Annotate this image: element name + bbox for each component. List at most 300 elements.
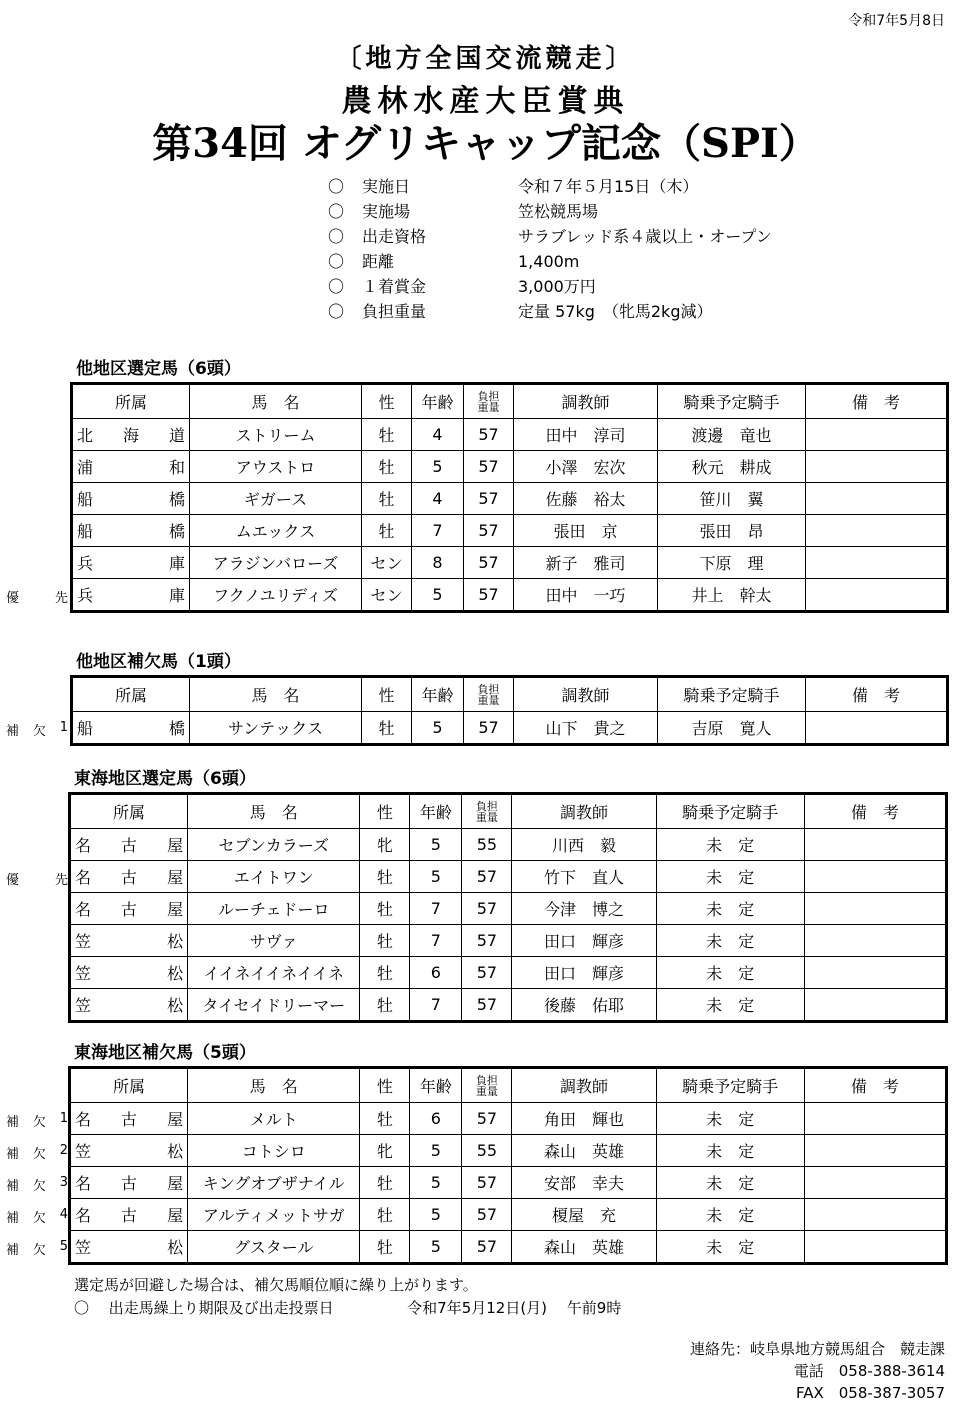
info-mark: 〇 (328, 252, 345, 271)
rank-label (6, 720, 68, 739)
jockey-cell: 渡邊 竜也 (658, 419, 806, 451)
trainer-cell: 今津 博之 (512, 893, 656, 925)
affiliation-char: 庫 (168, 554, 185, 573)
trainer-cell: 田中 一巧 (514, 579, 658, 612)
rank-char: 先 (54, 591, 68, 606)
race-category: 〔地方全国交流競走〕 (335, 44, 636, 74)
horse-name-cell: アルティメットサガ (188, 1199, 360, 1231)
trainer-cell: 田口 輝彦 (512, 925, 656, 957)
jockey-cell: 未 定 (656, 1135, 804, 1167)
rank-label (6, 1111, 68, 1130)
column-header: 性 (362, 677, 412, 712)
jockey-cell: 未 定 (656, 893, 804, 925)
rank-char: 2 (59, 1143, 68, 1158)
table-row (70, 1167, 947, 1199)
column-header: 調教師 (514, 677, 658, 712)
rank-char: 補 (6, 724, 20, 739)
affiliation-char: 屋 (167, 836, 184, 855)
weight-header-top: 負担 (475, 799, 498, 813)
note-cell (804, 893, 946, 925)
entry-table (70, 675, 949, 746)
note-cell (804, 1135, 946, 1167)
rank-char: 欠 (32, 1179, 46, 1194)
horse-name-cell: タイセイドリーマー (188, 989, 360, 1022)
column-header: 騎乗予定騎手 (658, 384, 806, 419)
trainer-cell: 田口 輝彦 (512, 957, 656, 989)
column-header: 年齢 (410, 794, 462, 829)
deadline-mark: 〇 (74, 1299, 90, 1317)
affiliation-char: 庫 (168, 586, 185, 605)
rank-label (6, 587, 68, 606)
jockey-cell: 笹川 翼 (658, 483, 806, 515)
rank-char: 補 (6, 1147, 20, 1162)
sex-cell: セン (362, 579, 412, 612)
trainer-cell: 森山 英雄 (512, 1135, 656, 1167)
trainer-cell: 角田 輝也 (512, 1103, 656, 1135)
substitute-note: 選定馬が回避した場合は、補欠馬順位順に繰り上がります。 (74, 1276, 478, 1294)
age-cell: 8 (412, 547, 464, 579)
horse-name-cell: メルト (188, 1103, 360, 1135)
trainer-cell: 田中 淳司 (514, 419, 658, 451)
sex-cell: 牡 (362, 451, 412, 483)
trainer-cell: 後藤 佑耶 (512, 989, 656, 1022)
age-cell: 6 (410, 957, 462, 989)
section-title: 他地区選定馬（6頭） (76, 359, 241, 379)
note-cell (806, 515, 948, 547)
column-header: 年齢 (410, 1068, 462, 1103)
contact-block (690, 1338, 945, 1404)
info-key: 負担重量 (362, 302, 427, 321)
horse-name-cell: アウストロ (190, 451, 362, 483)
affiliation-cell (70, 861, 188, 893)
contact-name: 連絡先：岐阜県地方競馬組合 競走課 (689, 1340, 945, 1358)
section-title: 東海地区補欠馬（5頭） (74, 1043, 256, 1063)
rank-label (6, 1143, 68, 1162)
info-value: 1,400m (518, 252, 580, 271)
rank-char: 欠 (32, 1147, 46, 1162)
affiliation-char: 名 (75, 900, 92, 919)
affiliation-char: 海 (122, 426, 139, 445)
sex-cell: 牡 (360, 1103, 410, 1135)
info-row (328, 224, 772, 249)
affiliation-cell (70, 1199, 188, 1231)
table-row (70, 1135, 947, 1167)
horse-name-cell: ギガース (190, 483, 362, 515)
weight-cell: 55 (462, 1135, 512, 1167)
column-header: 備 考 (806, 677, 948, 712)
column-header: 備 考 (804, 1068, 946, 1103)
entry-table (70, 382, 949, 613)
info-value: 3,000万円 (518, 277, 596, 296)
trainer-cell: 小澤 宏次 (514, 451, 658, 483)
info-row (328, 174, 772, 199)
rank-char: 補 (6, 1243, 20, 1258)
sex-cell: 牡 (360, 893, 410, 925)
jockey-cell: 未 定 (656, 1199, 804, 1231)
column-header: 所属 (70, 1068, 188, 1103)
issue-date: 令和7年5月8日 (848, 13, 945, 29)
info-key: 距離 (362, 252, 395, 271)
note-cell (806, 483, 948, 515)
affiliation-cell (72, 419, 190, 451)
age-cell: 7 (410, 893, 462, 925)
column-header: 所属 (72, 384, 190, 419)
rank-char: 補 (6, 1211, 20, 1226)
affiliation-char: 北 (77, 426, 94, 445)
info-mark: 〇 (328, 227, 345, 246)
info-key: 実施日 (362, 177, 411, 196)
section-title: 他地区補欠馬（1頭） (76, 652, 241, 672)
info-key: 実施場 (362, 202, 411, 221)
affiliation-char: 古 (121, 900, 138, 919)
age-cell: 4 (412, 483, 464, 515)
weight-cell: 57 (462, 1103, 512, 1135)
column-header: 騎乗予定騎手 (656, 794, 804, 829)
sex-cell: 牡 (360, 957, 410, 989)
rank-label (6, 869, 68, 888)
trainer-cell: 張田 京 (514, 515, 658, 547)
weight-header-top: 負担 (475, 1073, 498, 1087)
weight-header-bottom: 重量 (475, 1084, 498, 1098)
note-cell (806, 451, 948, 483)
note-cell (806, 712, 948, 745)
age-cell: 6 (410, 1103, 462, 1135)
info-row (328, 299, 772, 324)
trainer-cell: 新子 雅司 (514, 547, 658, 579)
jockey-cell: 井上 幹太 (658, 579, 806, 612)
affiliation-char: 橋 (168, 522, 185, 541)
affiliation-char: 名 (75, 1206, 92, 1225)
note-cell (806, 547, 948, 579)
info-mark: 〇 (328, 277, 345, 296)
sex-cell: 牡 (360, 925, 410, 957)
horse-name-cell: ストリーム (190, 419, 362, 451)
weight-cell: 57 (462, 861, 512, 893)
affiliation-cell (72, 579, 190, 612)
affiliation-char: 古 (121, 1174, 138, 1193)
note-cell (804, 1103, 946, 1135)
info-row (328, 274, 772, 299)
deadline-label: 出走馬繰上り期限及び出走投票日 (108, 1299, 334, 1317)
table-row (70, 1231, 947, 1264)
horse-name-cell: イイネイイネイイネ (188, 957, 360, 989)
horse-name-cell: コトシロ (188, 1135, 360, 1167)
age-cell: 7 (412, 515, 464, 547)
entry-table (68, 1066, 948, 1265)
column-header: 備 考 (806, 384, 948, 419)
note-cell (804, 957, 946, 989)
age-cell: 5 (410, 1167, 462, 1199)
rank-char: 補 (6, 1115, 20, 1130)
jockey-cell: 未 定 (656, 957, 804, 989)
horse-name-cell: ルーチェドーロ (188, 893, 360, 925)
age-cell: 5 (410, 1135, 462, 1167)
affiliation-char: 名 (75, 868, 92, 887)
sex-cell: 牡 (360, 1167, 410, 1199)
jockey-cell: 張田 昂 (658, 515, 806, 547)
column-header: 馬 名 (190, 384, 362, 419)
race-info (328, 174, 772, 324)
column-header: 性 (360, 1068, 410, 1103)
affiliation-char: 松 (167, 932, 184, 951)
affiliation-cell (70, 829, 188, 861)
sex-cell: 牡 (362, 419, 412, 451)
info-value: 笠松競馬場 (518, 202, 599, 221)
note-cell (804, 925, 946, 957)
column-header: 性 (362, 384, 412, 419)
weight-header-top: 負担 (477, 389, 500, 403)
rank-label (6, 1175, 68, 1194)
affiliation-cell (70, 989, 188, 1022)
age-cell: 5 (410, 1231, 462, 1264)
affiliation-char: 船 (77, 719, 94, 738)
entry-table (68, 792, 948, 1023)
rank-label (6, 1207, 68, 1226)
rank-char: 1 (59, 720, 68, 735)
affiliation-char: 笠 (75, 1238, 92, 1257)
table-row (72, 451, 948, 483)
rank-char: 3 (59, 1175, 68, 1190)
jockey-cell: 未 定 (656, 1167, 804, 1199)
column-header: 馬 名 (188, 1068, 360, 1103)
affiliation-char: 笠 (75, 996, 92, 1015)
trainer-cell: 竹下 直人 (512, 861, 656, 893)
table-row (70, 829, 947, 861)
contact-tel: 電話 058-388-3614 (793, 1362, 945, 1380)
table-row (70, 957, 947, 989)
note-cell (804, 989, 946, 1022)
table-row (70, 861, 947, 893)
affiliation-char: 笠 (75, 932, 92, 951)
weight-cell: 57 (462, 1167, 512, 1199)
trainer-cell: 川西 毅 (512, 829, 656, 861)
table-row (72, 547, 948, 579)
column-header: 所属 (72, 677, 190, 712)
affiliation-cell (70, 1231, 188, 1264)
weight-cell: 57 (464, 451, 514, 483)
table-row (70, 1103, 947, 1135)
weight-cell: 57 (464, 419, 514, 451)
rank-char: 優 (6, 591, 20, 606)
note-cell (804, 1167, 946, 1199)
affiliation-char: 松 (167, 1142, 184, 1161)
table-row (70, 893, 947, 925)
column-header: 性 (360, 794, 410, 829)
affiliation-char: 兵 (77, 554, 94, 573)
sex-cell: 牡 (362, 483, 412, 515)
sex-cell: 牝 (360, 829, 410, 861)
affiliation-char: 屋 (167, 900, 184, 919)
info-mark: 〇 (328, 202, 345, 221)
header-row (70, 1068, 947, 1103)
age-cell: 5 (412, 579, 464, 612)
deadline-value: 令和7年5月12日(月) 午前9時 (407, 1299, 622, 1317)
note-cell (804, 829, 946, 861)
horse-name-cell: ムエックス (190, 515, 362, 547)
trainer-cell: 安部 幸夫 (512, 1167, 656, 1199)
table-row (70, 1199, 947, 1231)
affiliation-char: 古 (121, 1110, 138, 1129)
rank-char: 先 (54, 873, 68, 888)
jockey-cell: 未 定 (656, 1103, 804, 1135)
weight-header-bottom: 重量 (477, 693, 500, 707)
info-mark: 〇 (328, 177, 345, 196)
column-header: 年齢 (412, 677, 464, 712)
note-cell (804, 1199, 946, 1231)
info-mark: 〇 (328, 302, 345, 321)
trainer-cell: 佐藤 裕太 (514, 483, 658, 515)
age-cell: 7 (410, 925, 462, 957)
sex-cell: 牡 (362, 712, 412, 745)
affiliation-char: 和 (168, 458, 185, 477)
weight-header-bottom: 重量 (475, 810, 498, 824)
rank-char: 補 (6, 1179, 20, 1194)
affiliation-char: 浦 (77, 458, 94, 477)
sex-cell: 牡 (362, 515, 412, 547)
affiliation-char: 笠 (75, 964, 92, 983)
affiliation-char: 屋 (167, 868, 184, 887)
weight-cell: 57 (464, 579, 514, 612)
affiliation-char: 兵 (77, 586, 94, 605)
age-cell: 5 (410, 861, 462, 893)
sex-cell: 牡 (360, 1199, 410, 1231)
affiliation-char: 屋 (167, 1110, 184, 1129)
rank-char: 欠 (32, 724, 46, 739)
trainer-cell: 森山 英雄 (512, 1231, 656, 1264)
age-cell: 5 (412, 451, 464, 483)
affiliation-char: 古 (121, 868, 138, 887)
column-header: 調教師 (512, 1068, 656, 1103)
affiliation-cell (72, 547, 190, 579)
weight-cell: 57 (462, 957, 512, 989)
column-header: 調教師 (512, 794, 656, 829)
note-cell (806, 419, 948, 451)
column-header: 年齢 (412, 384, 464, 419)
column-header (464, 384, 514, 419)
affiliation-char: 名 (75, 1174, 92, 1193)
affiliation-char: 松 (167, 996, 184, 1015)
weight-cell: 57 (464, 483, 514, 515)
affiliation-char: 松 (167, 1238, 184, 1257)
age-cell: 4 (412, 419, 464, 451)
column-header: 馬 名 (190, 677, 362, 712)
contact-fax: FAX 058-387-3057 (795, 1384, 945, 1402)
table-row (72, 515, 948, 547)
affiliation-char: 屋 (167, 1206, 184, 1225)
affiliation-char: 船 (77, 522, 94, 541)
affiliation-cell (70, 1167, 188, 1199)
rank-char: 1 (59, 1111, 68, 1126)
header-row (72, 677, 948, 712)
rank-char: 欠 (32, 1243, 46, 1258)
jockey-cell: 吉原 寛人 (658, 712, 806, 745)
sex-cell: 牡 (360, 861, 410, 893)
note-cell (804, 861, 946, 893)
weight-header-bottom: 重量 (477, 400, 500, 414)
header-row (72, 384, 948, 419)
sex-cell: セン (362, 547, 412, 579)
jockey-cell: 未 定 (656, 861, 804, 893)
affiliation-char: 屋 (167, 1174, 184, 1193)
column-header (462, 1068, 512, 1103)
jockey-cell: 秋元 耕成 (658, 451, 806, 483)
affiliation-char: 松 (167, 964, 184, 983)
jockey-cell: 未 定 (656, 925, 804, 957)
affiliation-cell (72, 515, 190, 547)
info-value: サラブレッド系４歳以上・オープン (518, 227, 772, 246)
weight-cell: 57 (464, 515, 514, 547)
jockey-cell: 未 定 (656, 1231, 804, 1264)
column-header: 馬 名 (188, 794, 360, 829)
column-header: 調教師 (514, 384, 658, 419)
jockey-cell: 未 定 (656, 829, 804, 861)
table-row (72, 712, 948, 745)
weight-cell: 57 (462, 1231, 512, 1264)
age-cell: 5 (410, 829, 462, 861)
affiliation-cell (72, 451, 190, 483)
rank-char: 5 (59, 1239, 68, 1254)
header-row (70, 794, 947, 829)
info-key: １着賞金 (362, 277, 427, 296)
age-cell: 5 (410, 1199, 462, 1231)
info-row (328, 249, 772, 274)
rank-label (6, 1239, 68, 1258)
jockey-cell: 下原 理 (658, 547, 806, 579)
rank-char: 4 (59, 1207, 68, 1222)
horse-name-cell: サヴァ (188, 925, 360, 957)
horse-name-cell: アラジンバローズ (190, 547, 362, 579)
table-row (70, 989, 947, 1022)
affiliation-char: 橋 (168, 719, 185, 738)
horse-name-cell: セブンカラーズ (188, 829, 360, 861)
affiliation-char: 名 (75, 836, 92, 855)
weight-cell: 57 (462, 893, 512, 925)
affiliation-cell (72, 712, 190, 745)
affiliation-char: 道 (168, 426, 185, 445)
horse-name-cell: キングオブザナイル (188, 1167, 360, 1199)
info-value: 定量 57kg （牝馬2kg減） (518, 302, 713, 321)
table-row (70, 925, 947, 957)
affiliation-char: 船 (77, 490, 94, 509)
affiliation-cell (70, 1135, 188, 1167)
affiliation-char: 笠 (75, 1142, 92, 1161)
affiliation-char: 古 (121, 836, 138, 855)
column-header: 騎乗予定騎手 (658, 677, 806, 712)
sex-cell: 牡 (360, 1231, 410, 1264)
affiliation-cell (72, 483, 190, 515)
rank-char: 欠 (32, 1211, 46, 1226)
table-row (72, 419, 948, 451)
weight-cell: 57 (464, 547, 514, 579)
table-row (72, 483, 948, 515)
weight-cell: 57 (464, 712, 514, 745)
column-header: 備 考 (804, 794, 946, 829)
rank-char: 優 (6, 873, 20, 888)
trainer-cell: 榎屋 充 (512, 1199, 656, 1231)
horse-name-cell: サンテックス (190, 712, 362, 745)
info-key: 出走資格 (362, 227, 427, 246)
horse-name-cell: グスタール (188, 1231, 360, 1264)
award-title: 農林水産大臣賞典 (341, 84, 630, 119)
note-cell (806, 579, 948, 612)
column-header: 騎乗予定騎手 (656, 1068, 804, 1103)
trainer-cell: 山下 貴之 (514, 712, 658, 745)
deadline-line (74, 1297, 621, 1318)
column-header: 所属 (70, 794, 188, 829)
affiliation-cell (70, 925, 188, 957)
weight-cell: 57 (462, 925, 512, 957)
info-row (328, 199, 772, 224)
